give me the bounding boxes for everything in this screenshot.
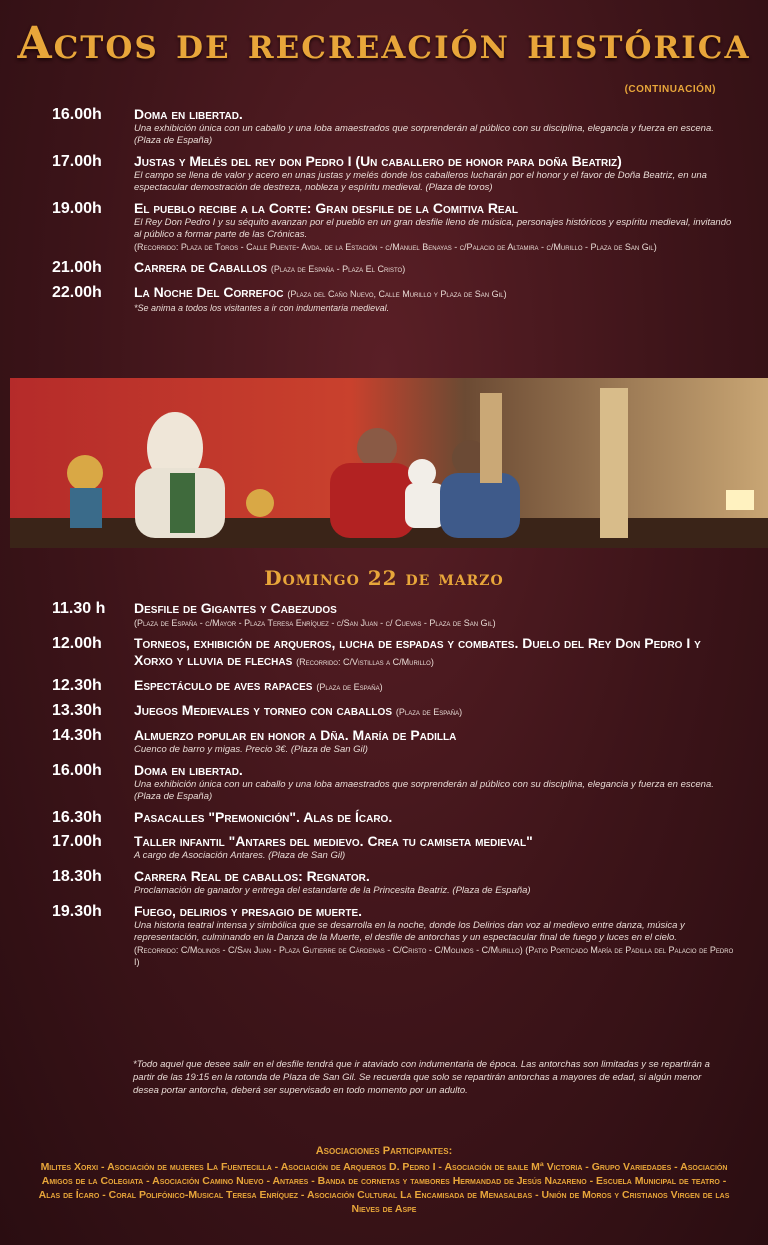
event-time: 16.00h xyxy=(52,762,102,779)
event-description: El campo se llena de valor y acero en unas justas y melés donde los caballeros lucharán por el honor y el favor de Doña Beatriz, en una espectacular demostración de destreza, nobleza y espíritu medieval. (Plaza de toros) xyxy=(134,170,707,193)
event-title-text: Doma en libertad. xyxy=(134,762,243,778)
event-time: 19.00h xyxy=(52,200,102,217)
event-title xyxy=(134,284,738,303)
event-title-text: Juegos Medievales y torneo con caballos xyxy=(134,702,392,718)
poster-title: Actos de recreación histórica xyxy=(17,18,751,69)
event-description: Proclamación de ganador y entrega del estandarte de la Princesita Beatriz. (Plaza de España) xyxy=(134,885,531,896)
associations-list: Milites Xorxi - Asociación de mujeres La Fuentecilla - Asociación de Arqueros D. Pedro I - Asociación de baile Mª Victoria - Grupo Variedades - Asociación Amigos de la Colegiata - Asociación Camino Nuevo - Antares - Banda de cornetas y tambores Hermandad de Jesús Nazareno - Escuela Municipal de teatro - Alas de Ícaro - Coral Polifónico-Musical Teresa Enríquez - Asociación Cultural La Encamisada de Menasalbas - Unión de Moros y Cristianos Virgen de las Nieves de Aspe xyxy=(38,1161,730,1215)
event-title xyxy=(134,903,738,920)
event-title xyxy=(134,600,738,617)
event-description: Una exhibición única con un caballo y una loba amaestrados que sorprenderán al público con su disciplina, elegancia y fuerza en escena. (Plaza de España) xyxy=(134,123,714,146)
associations-title: Asociaciones Participantes: xyxy=(315,1145,453,1157)
event-title xyxy=(134,809,738,826)
event-title-text: Carrera Real de caballos: Regnator. xyxy=(134,868,370,884)
event-title-text: La Noche Del Correfoc xyxy=(134,284,284,300)
event-row xyxy=(52,762,738,803)
event-time: 12.30h xyxy=(52,677,102,694)
event-row xyxy=(52,702,738,721)
event-route: *Se anima a todos los visitantes a ir con indumentaria medieval. xyxy=(134,303,390,313)
event-title xyxy=(134,200,738,217)
event-description: El Rey Don Pedro I y su séquito avanzan por el pueblo en un gran desfile lleno de música, personajes históricos y espíritu medieval, invitando al público a formar parte de las Crónicas. xyxy=(134,217,732,240)
event-time: 12.00h xyxy=(52,635,102,652)
event-title-text: Fuego, delirios y presagio de muerte. xyxy=(134,903,363,919)
event-title-text: Justas y Melés del rey don Pedro I (Un caballero de honor para doña Beatriz) xyxy=(134,153,622,169)
event-title-text: Almuerzo popular en honor a Dña. María de Padilla xyxy=(134,727,457,743)
event-time: 18.30h xyxy=(52,868,102,885)
event-row xyxy=(52,833,738,862)
event-time: 14.30h xyxy=(52,727,102,744)
event-description: Una exhibición única con un caballo y una loba amaestrados que sorprenderán al público con su disciplina, elegancia y fuerza en escena. (Plaza de España) xyxy=(134,779,714,802)
event-title xyxy=(134,153,738,170)
event-time: 16.00h xyxy=(52,106,102,123)
event-title-text: Taller infantil "Antares del medievo. Crea tu camiseta medieval" xyxy=(134,833,533,849)
event-title xyxy=(134,635,738,671)
event-row xyxy=(52,600,738,629)
event-time: 21.00h xyxy=(52,259,102,276)
event-row xyxy=(52,106,738,147)
event-title-text: El pueblo recibe a la Corte: Gran desfile de la Comitiva Real xyxy=(134,200,518,216)
event-time: 17.00h xyxy=(52,833,102,850)
event-title xyxy=(134,259,738,278)
reenactment-photo xyxy=(10,378,768,548)
event-title xyxy=(134,762,738,779)
day-heading: Domingo 22 de marzo xyxy=(264,566,504,590)
event-row xyxy=(52,259,738,278)
event-row xyxy=(52,903,738,968)
event-time: 22.00h xyxy=(52,284,102,301)
schedule-part-2 xyxy=(52,600,738,974)
event-title-text: Desfile de Gigantes y Cabezudos xyxy=(134,600,337,616)
event-title xyxy=(134,106,738,123)
event-row xyxy=(52,868,738,897)
event-time: 13.30h xyxy=(52,702,102,719)
event-row xyxy=(52,153,738,194)
event-location: (Plaza de España) xyxy=(316,682,383,692)
event-title xyxy=(134,677,738,696)
poster-subtitle: (CONTINUACIÓN) xyxy=(624,84,716,95)
footnote: *Todo aquel que desee salir en el desfile tendrá que ir ataviado con indumentaria de época. Las antorchas son limitadas y se repartirán a partir de las 19:15 en la rotonda de Plaza de San Gil. Se recuerda que solo se repartirán antorchas a mayores de edad, si algún menor desea portar antorcha, deberá ser supervisado en todo momento por un adulto. xyxy=(133,1059,710,1096)
event-location: (Plaza de España) xyxy=(395,707,463,717)
event-route: (Recorrido: Plaza de Toros - Calle Puente- Avda. de la Estación - c/Manuel Benayas - c/Palacio de Altamira - c/Murillo - Plaza de San Gil) xyxy=(134,242,657,252)
event-description: Una historia teatral intensa y simbólica que se desarrolla en la noche, donde los Delirios dan voz al medievo entre danza, música y representación, culminando en la Danza de la Muerte, el desfile de antorchas y un espectacular final de fuego y luces en el cielo. xyxy=(134,920,685,943)
event-time: 17.00h xyxy=(52,153,102,170)
event-route: (Recorrido: C/Molinos - C/San Juan - Plaza Gutierre de Cárdenas - C/Cristo - C/Molinos - C/Murillo) (Patio Porticado María de Padilla del Palacio de Pedro I) xyxy=(134,945,734,967)
event-title-text: Carrera de Caballos xyxy=(134,259,267,275)
event-title xyxy=(134,727,738,744)
event-row xyxy=(52,284,738,313)
event-time: 11.30 h xyxy=(52,600,106,617)
event-row xyxy=(52,200,738,253)
event-location: (Plaza del Caño Nuevo, Calle Murillo y Plaza de San Gil) xyxy=(287,289,507,299)
event-description: Cuenco de barro y migas. Precio 3€. (Plaza de San Gil) xyxy=(134,744,368,755)
event-row xyxy=(52,809,738,827)
event-title xyxy=(134,702,738,721)
event-title xyxy=(134,833,738,850)
event-time: 19.30h xyxy=(52,903,102,920)
event-title-text: Doma en libertad. xyxy=(134,106,243,122)
event-row xyxy=(52,727,738,756)
event-title-text: Torneos, exhibición de arqueros, lucha de espadas y combates. Duelo del Rey Don Pedro I y Xorxo y lluvia de flechas xyxy=(134,635,701,668)
schedule-part-1 xyxy=(52,106,738,319)
event-title-text: Pasacalles "Premonición". Alas de Ícaro. xyxy=(134,809,393,825)
event-time: 16.30h xyxy=(52,809,102,826)
event-location: (Recorrido: C/Vistillas a C/Murillo) xyxy=(296,657,434,667)
event-route: (Plaza de España - c/Mayor - Plaza Teresa Enríquez - c/San Juan - c/ Cuevas - Plaza de San Gil) xyxy=(134,618,496,628)
event-title xyxy=(134,868,738,885)
event-row xyxy=(52,677,738,696)
event-description: A cargo de Asociación Antares. (Plaza de San Gil) xyxy=(134,850,346,861)
event-location: (Plaza de España - Plaza El Cristo) xyxy=(270,264,406,274)
event-row xyxy=(52,635,738,671)
event-title-text: Espectáculo de aves rapaces xyxy=(134,677,313,693)
